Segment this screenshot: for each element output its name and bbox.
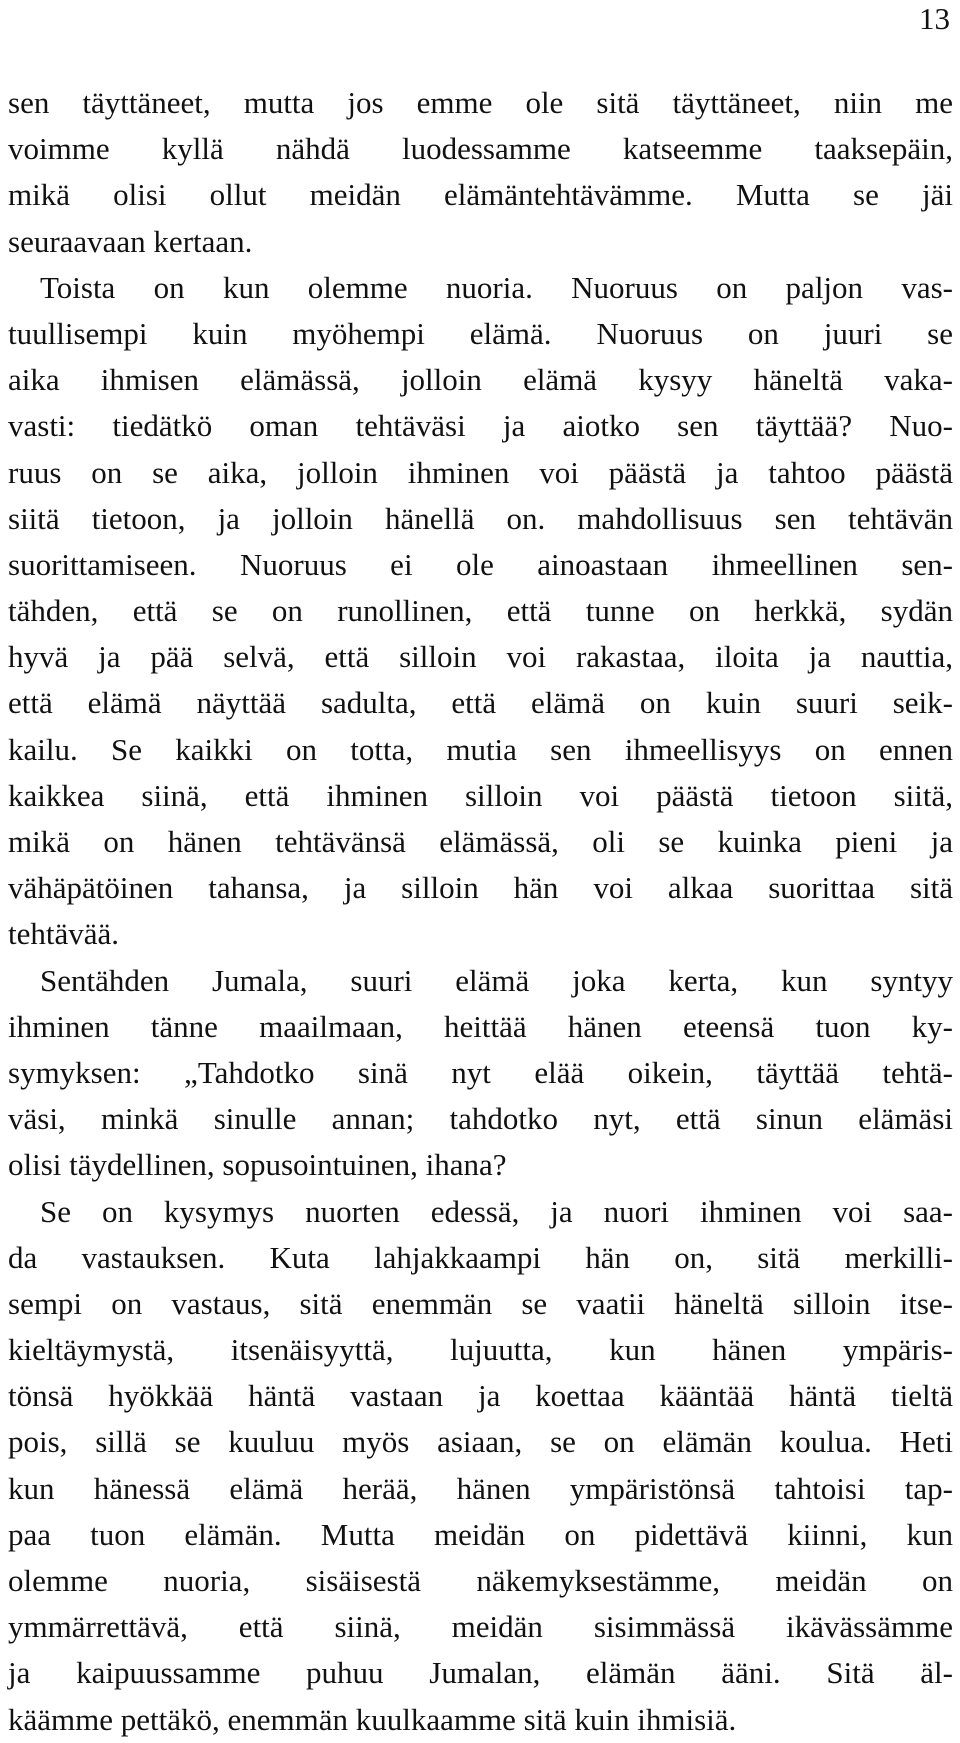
text-line: symyksen: „Tahdotko sinä nyt elää oikein, täyttää tehtä- (8, 1054, 953, 1090)
text-line: voimme kyllä nähdä luodessamme katseemme taaksepäin, (8, 131, 953, 167)
body-text (8, 80, 953, 1743)
text-line: vähäpätöinen tahansa, ja silloin hän voi alkaa suorittaa sitä (8, 870, 953, 906)
text-line: että elämä näyttää sadulta, että elämä on kuin suuri seik- (8, 685, 953, 721)
text-line: tähden, että se on runollinen, että tunne on herkkä, sydän (8, 593, 953, 629)
text-line: vasti: tiedätkö oman tehtäväsi ja aiotko sen täyttää? Nuo- (8, 408, 953, 444)
text-line: sempi on vastaus, sitä enemmän se vaatii häneltä silloin itse- (8, 1285, 953, 1321)
text-line: Se on kysymys nuorten edessä, ja nuori ihminen voi saa- (40, 1193, 953, 1229)
text-line: mikä on hänen tehtävänsä elämässä, oli se kuinka pieni ja (8, 824, 953, 859)
text-line: aika ihmisen elämässä, jolloin elämä kysyy häneltä vaka- (8, 362, 953, 398)
text-line: olemme nuoria, sisäisestä näkemyksestämme, meidän on (8, 1563, 953, 1598)
text-line: seuraavaan kertaan. (8, 223, 253, 259)
text-line: väsi, minkä sinulle annan; tahdotko nyt, että sinun elämäsi (8, 1101, 953, 1137)
text-line: suorittamiseen. Nuoruus ei ole ainoastaan ihmeellinen sen- (8, 546, 953, 582)
text-line: Toista on kun olemme nuoria. Nuoruus on paljon vas- (40, 269, 953, 305)
text-line: kaikkea siinä, että ihminen silloin voi päästä tietoon siitä, (8, 777, 953, 813)
text-line: ruus on se aika, jolloin ihminen voi päästä ja tahtoo päästä (8, 454, 953, 490)
text-line: siitä tietoon, ja jolloin hänellä on. mahdollisuus sen tehtävän (8, 500, 953, 536)
text-line: olisi täydellinen, sopusointuinen, ihana? (8, 1147, 507, 1183)
text-line: hyvä ja pää selvä, että silloin voi rakastaa, iloita ja nauttia, (8, 639, 953, 675)
text-line: tehtävää. (8, 916, 120, 952)
paragraph (8, 80, 953, 265)
paragraph (8, 1189, 953, 1743)
text-line: tönsä hyökkää häntä vastaan ja koettaa kääntää häntä tieltä (8, 1378, 953, 1414)
text-line: kailu. Se kaikki on totta, mutia sen ihmeellisyys on ennen (8, 731, 953, 767)
text-line: ihminen tänne maailmaan, heittää hänen eteensä tuon ky- (8, 1008, 953, 1044)
text-line: da vastauksen. Kuta lahjakkaampi hän on, sitä merkilli- (8, 1239, 953, 1275)
text-line: sen täyttäneet, mutta jos emme ole sitä täyttäneet, niin me (8, 85, 953, 120)
paragraph (8, 958, 953, 1189)
text-line: kun hänessä elämä herää, hänen ympäristönsä tahtoisi tap- (8, 1470, 953, 1506)
text-line: tuullisempi kuin myöhempi elämä. Nuoruus on juuri se (8, 315, 953, 351)
text-line: Sentähden Jumala, suuri elämä joka kerta, kun syntyy (40, 962, 953, 998)
text-line: kieltäymystä, itsenäisyyttä, lujuutta, kun hänen ympäris- (8, 1332, 953, 1368)
text-line: mikä olisi ollut meidän elämäntehtävämme. Mutta se jäi (8, 177, 953, 213)
text-line: ymmärrettävä, että siinä, meidän sisimmässä ikävässämme (8, 1609, 953, 1645)
text-line: paa tuon elämän. Mutta meidän on pidettävä kiinni, kun (8, 1516, 953, 1552)
text-line: pois, sillä se kuuluu myös asiaan, se on elämän koulua. Heti (8, 1424, 953, 1460)
paragraph (8, 265, 953, 958)
page-number: 13 (919, 1, 950, 36)
text-line: ja kaipuussamme puhuu Jumalan, elämän ääni. Sitä äl- (8, 1655, 953, 1691)
text-line: käämme pettäkö, enemmän kuulkaamme sitä kuin ihmisiä. (8, 1701, 737, 1737)
